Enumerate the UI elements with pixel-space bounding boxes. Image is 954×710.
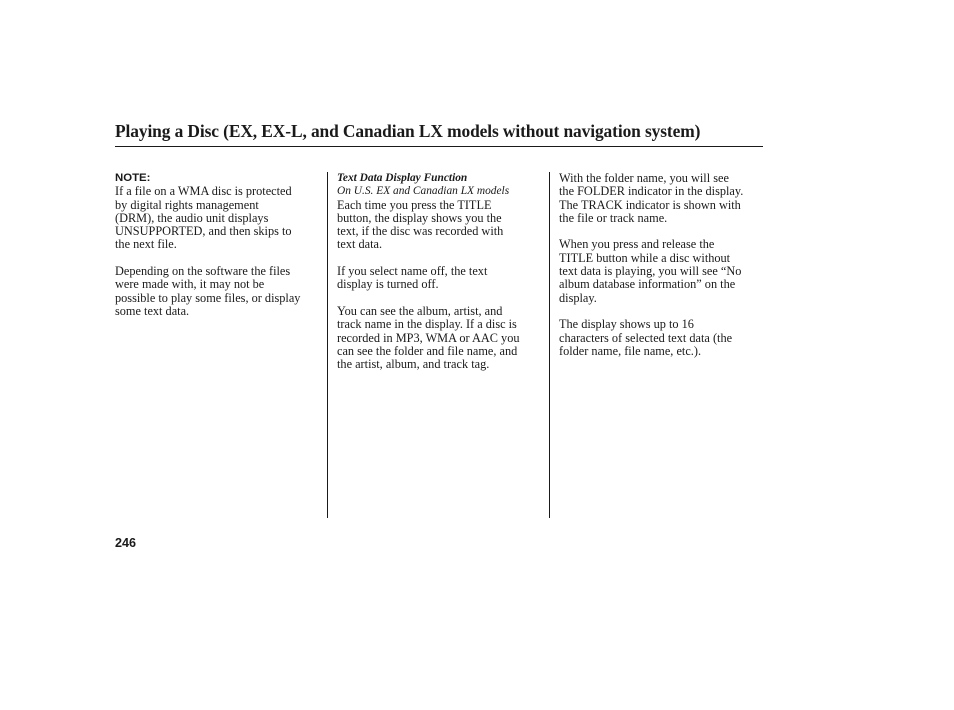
text-line: the FOLDER indicator in the display. xyxy=(559,184,744,199)
text-line: (DRM), the audio unit displays xyxy=(115,210,269,225)
text-line: the next file. xyxy=(115,237,177,252)
text-line: album database information” on the xyxy=(559,277,736,292)
text-line: Depending on the software the files xyxy=(115,264,291,279)
text-line: When you press and release the xyxy=(559,237,715,252)
text-line: The display shows up to 16 xyxy=(559,317,694,332)
text-line: characters of selected text data (the xyxy=(559,330,733,345)
text-line: some text data. xyxy=(115,303,190,318)
text-line: If you select name off, the text xyxy=(337,264,488,279)
text-line: You can see the album, artist, and xyxy=(337,303,503,318)
text-line: recorded in MP3, WMA or AAC you xyxy=(337,330,520,345)
text-line: display. xyxy=(559,290,597,305)
paragraph-1 xyxy=(559,172,771,225)
column-3 xyxy=(559,172,771,358)
text-line: display is turned off. xyxy=(337,277,439,292)
note-paragraph-1 xyxy=(115,185,321,251)
text-line: button, the display shows you the xyxy=(337,210,502,225)
text-line: can see the folder and file name, and xyxy=(337,343,518,358)
note-label: NOTE: xyxy=(115,172,151,184)
note-paragraph-2 xyxy=(115,265,321,318)
text-line: the artist, album, and track tag. xyxy=(337,357,490,372)
text-line: Each time you press the TITLE xyxy=(337,197,492,212)
text-line: were made with, it may not be xyxy=(115,277,265,292)
text-line: text, if the disc was recorded with xyxy=(337,224,504,239)
column-divider-2 xyxy=(549,172,550,518)
model-applicability-note: On U.S. EX and Canadian LX models xyxy=(337,185,510,198)
text-line: TITLE button while a disc without xyxy=(559,250,731,265)
text-line: by digital rights management xyxy=(115,197,259,212)
subheading: Text Data Display Function xyxy=(337,172,468,184)
title-divider xyxy=(115,146,763,147)
column-1 xyxy=(115,172,321,318)
text-line: possible to play some files, or display xyxy=(115,290,301,305)
text-line: folder name, file name, etc.). xyxy=(559,343,702,358)
section-title: Playing a Disc (EX, EX-L, and Canadian LX models without navigation system) xyxy=(115,121,701,141)
text-line: With the folder name, you will see xyxy=(559,171,729,185)
paragraph-2 xyxy=(559,238,771,304)
text-line: text data. xyxy=(337,237,383,252)
paragraph-2 xyxy=(337,265,543,292)
paragraph-3 xyxy=(559,318,771,358)
paragraph-3 xyxy=(337,305,543,371)
text-line: The TRACK indicator is shown with xyxy=(559,197,741,212)
text-line: the file or track name. xyxy=(559,210,668,225)
text-line: If a file on a WMA disc is protected xyxy=(115,184,292,199)
page-number: 246 xyxy=(115,536,137,550)
paragraph-1 xyxy=(337,199,543,252)
column-2 xyxy=(337,172,543,371)
text-line: UNSUPPORTED, and then skips to xyxy=(115,224,292,239)
column-divider-1 xyxy=(327,172,328,518)
text-line: track name in the display. If a disc is xyxy=(337,317,517,332)
text-line: text data is playing, you will see “No xyxy=(559,264,742,279)
